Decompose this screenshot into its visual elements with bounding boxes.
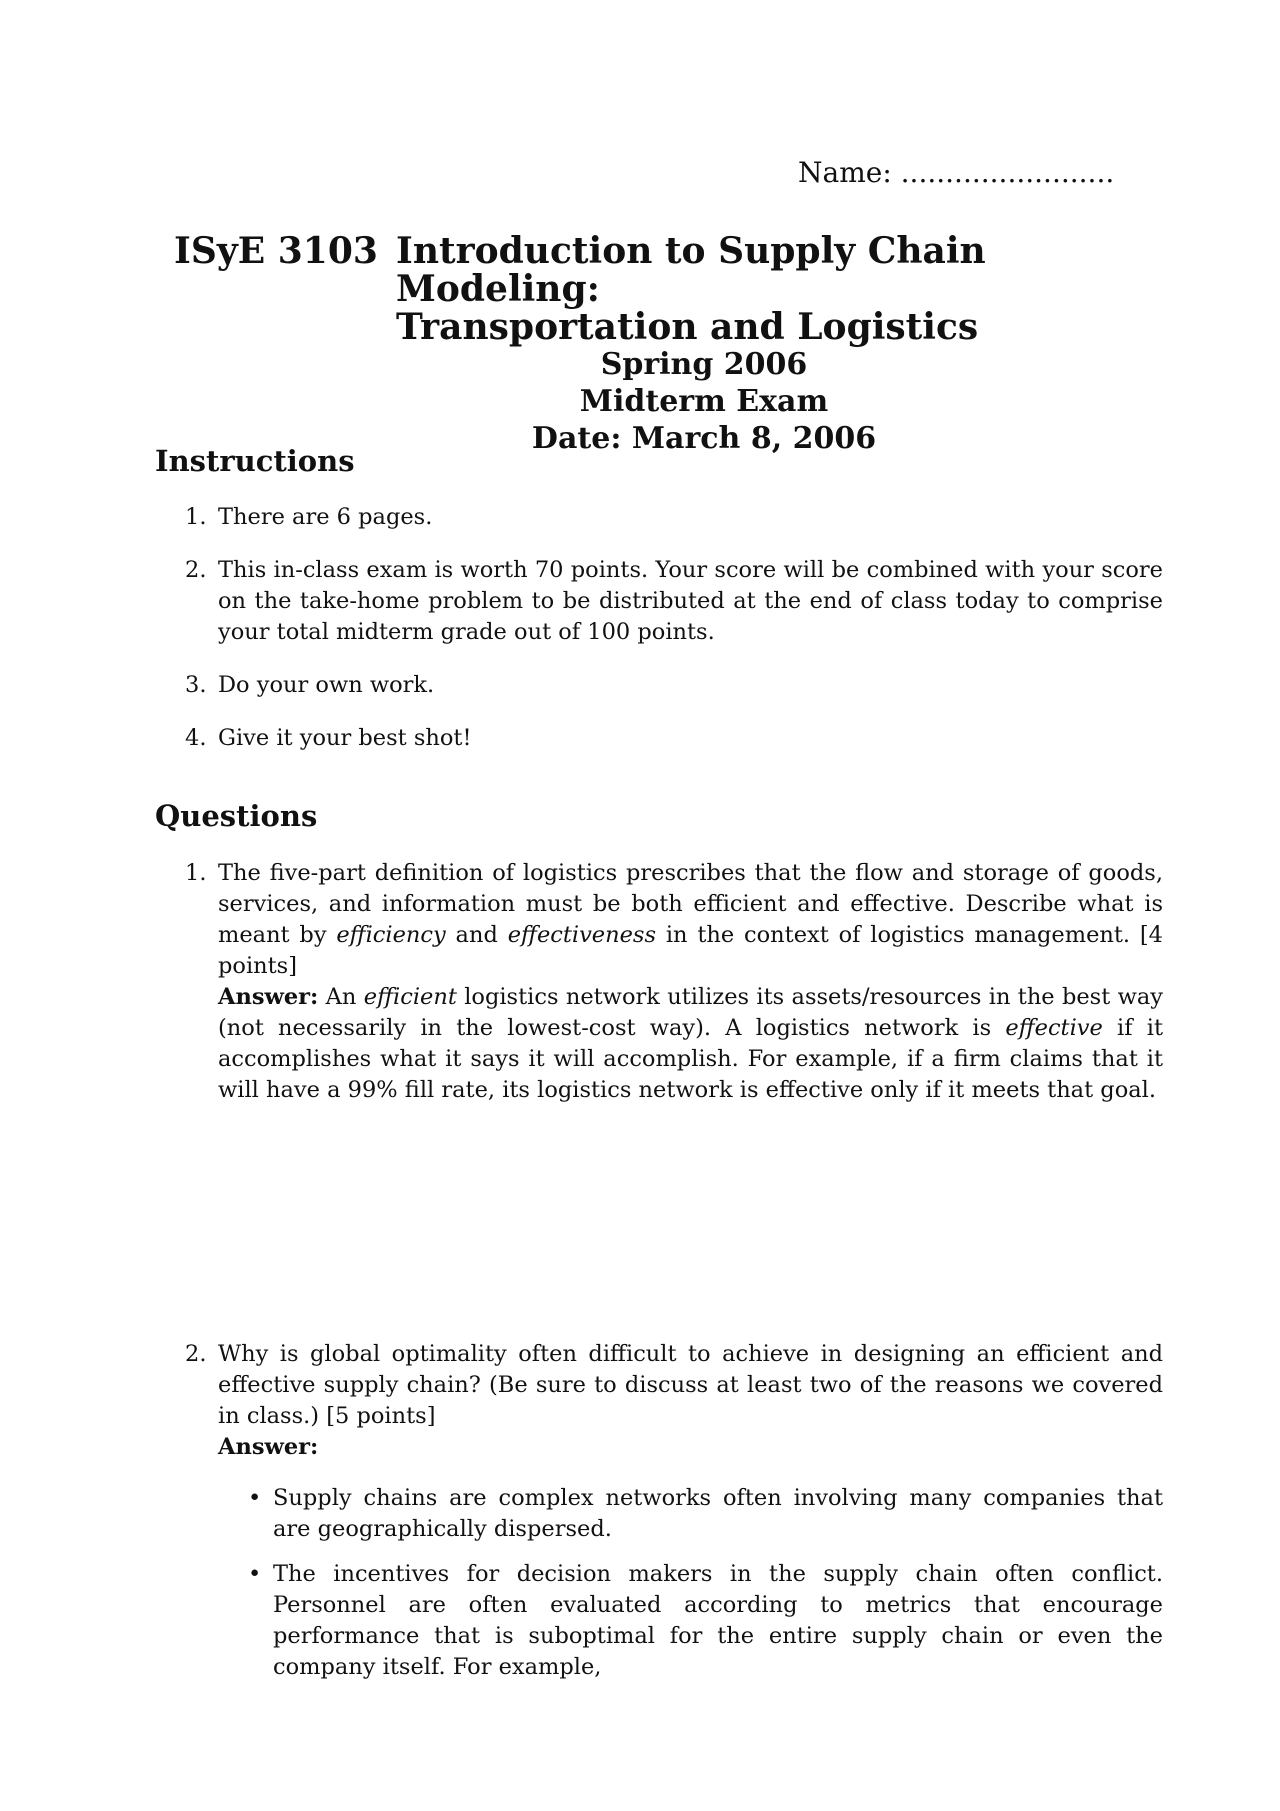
- course-row: [174, 232, 1174, 308]
- name-field: Name: ........................: [798, 156, 1115, 189]
- instruction-item: [155, 555, 1163, 648]
- bullet-icon: •: [248, 1485, 262, 1511]
- item-number: 4.: [185, 725, 207, 751]
- bullet-item: [218, 1559, 1163, 1683]
- instructions-list: [155, 502, 1163, 776]
- emphasis: effective: [1005, 1015, 1103, 1041]
- item-number: 3.: [185, 672, 207, 698]
- question-1: [155, 858, 1163, 1128]
- item-number: 2.: [185, 557, 207, 583]
- course-title-line2: Transportation and Logistics: [396, 306, 979, 348]
- item-number: 1.: [185, 504, 207, 530]
- instruction-item: [155, 723, 1163, 754]
- instructions-heading: Instructions: [155, 444, 355, 478]
- emphasis: efficiency: [336, 922, 446, 948]
- answer-text: Answer: An efficient logistics network utilizes its assets/resources in the best way (not necessarily in the lowest-cost way). A logistics network is effective if it accomplishes what it says it will accomplish. For example, if a firm claims that it will have a 99% fill rate, its logistics network is effective only if it meets that goal.: [218, 984, 1164, 1103]
- answer-label: Answer:: [218, 984, 319, 1010]
- item-text: There are 6 pages.: [218, 504, 433, 530]
- answer-bullets: [218, 1483, 1163, 1683]
- item-text: This in-class exam is worth 70 points. Your score will be combined with your score on the take-home problem to be distributed at the end of class today to comprise your total midterm grade out of 100 points.: [218, 557, 1163, 645]
- instruction-item: [155, 502, 1163, 533]
- bullet-icon: •: [248, 1561, 262, 1587]
- course-title: Introduction to Supply Chain Modeling:: [396, 230, 986, 310]
- item-text: Give it your best shot!: [218, 725, 472, 751]
- instruction-item: [155, 670, 1163, 701]
- exam-type: Midterm Exam: [579, 384, 829, 419]
- questions-heading: Questions: [155, 799, 318, 833]
- question-text: Why is global optimality often difficult to achieve in designing an efficient and effective supply chain? (Be sure to discuss at least two of the reasons we covered in class.) [5 points]: [218, 1341, 1163, 1429]
- question-item: [155, 858, 1163, 1106]
- question-2: [155, 1339, 1163, 1705]
- exam-date: Date: March 8, 2006: [531, 421, 877, 456]
- question-number: 1.: [185, 860, 207, 886]
- emphasis: effectiveness: [507, 922, 657, 948]
- question-number: 2.: [185, 1341, 207, 1367]
- question-text: The five-part definition of logistics prescribes that the flow and storage of goods, services, and information must be both efficient and effective. Describe what is meant by efficiency and effectiveness in the context of logistics management. [4 points]: [218, 860, 1163, 979]
- question-item: [155, 1339, 1163, 1683]
- bullet-item: [218, 1483, 1163, 1545]
- emphasis: efficient: [363, 984, 457, 1010]
- answer-label: Answer:: [218, 1434, 319, 1460]
- bullet-text: The incentives for decision makers in the supply chain often conflict. Personnel are often evaluated according to metrics that encourage performance that is suboptimal for the entire supply chain or even the company itself. For example,: [273, 1561, 1163, 1680]
- bullet-text: Supply chains are complex networks often involving many companies that are geographically dispersed.: [273, 1485, 1163, 1542]
- title-block: [174, 232, 1174, 457]
- term: Spring 2006: [600, 347, 808, 382]
- course-code: ISyE 3103: [174, 230, 378, 272]
- item-text: Do your own work.: [218, 672, 435, 698]
